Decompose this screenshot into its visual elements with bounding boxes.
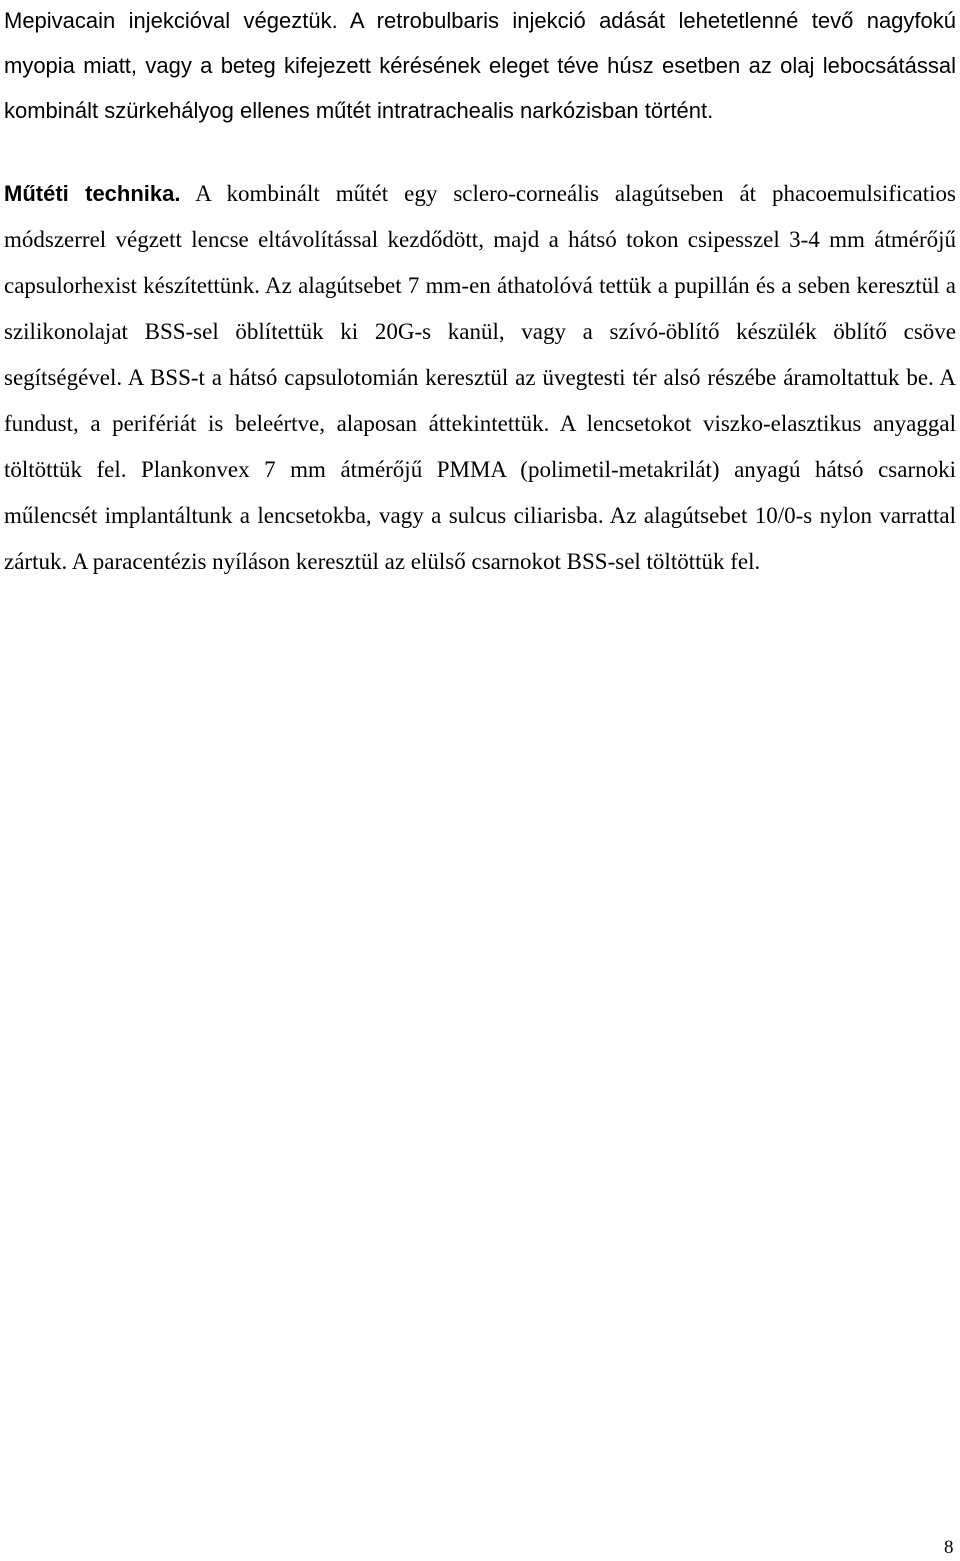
page-number: 8 <box>944 1537 954 1558</box>
paragraph-surgical-technique-text: A kombinált műtét egy sclero-corneális alagútseben át phacoemulsificatios módszerrel végzett lencse eltávolítással kezdődött, majd a hátsó tokon csipesszel 3-4 mm átmérőjű capsulorhexist készítettünk. Az alagútsebet 7 mm-en áthatolóvá tettük a pupillán és a seben keresztül a szilikonolajat BSS-sel öblítettük ki 20G-s kanül, vagy a szívó-öblítő készülék öblítő csöve segítségével. A BSS-t a hátsó capsulotomián keresztül az üvegtesti tér alsó részébe áramoltattuk be. A fundust, a perifériát is beleértve, alaposan áttekintettük. A lencsetokot viszko-elasztikus anyaggal töltöttük fel. Plankonvex 7 mm átmérőjű PMMA (polimetil-metakrilát) anyagú hátsó csarnoki műlencsét implantáltunk a lencsetokba, vagy a sulcus ciliarisba. Az alagútsebet 10/0-s nylon varrattal zártuk. A paracentézis nyíláson keresztül az elülső csarnokot BSS-sel töltöttük fel. <box>4 181 956 574</box>
paragraph-surgical-technique <box>4 171 956 585</box>
section-heading: Műtéti technika. <box>4 181 181 206</box>
paragraph-anesthesia <box>4 0 956 133</box>
paragraph-anesthesia-text: Mepivacain injekcióval végeztük. A retrobulbaris injekció adását lehetetlenné tevő nagyfokú myopia miatt, vagy a beteg kifejezett kérésének eleget téve húsz esetben az olaj lebocsátással kombinált szürkehályog ellenes műtét intratrachealis narkózisban történt. <box>4 8 956 123</box>
